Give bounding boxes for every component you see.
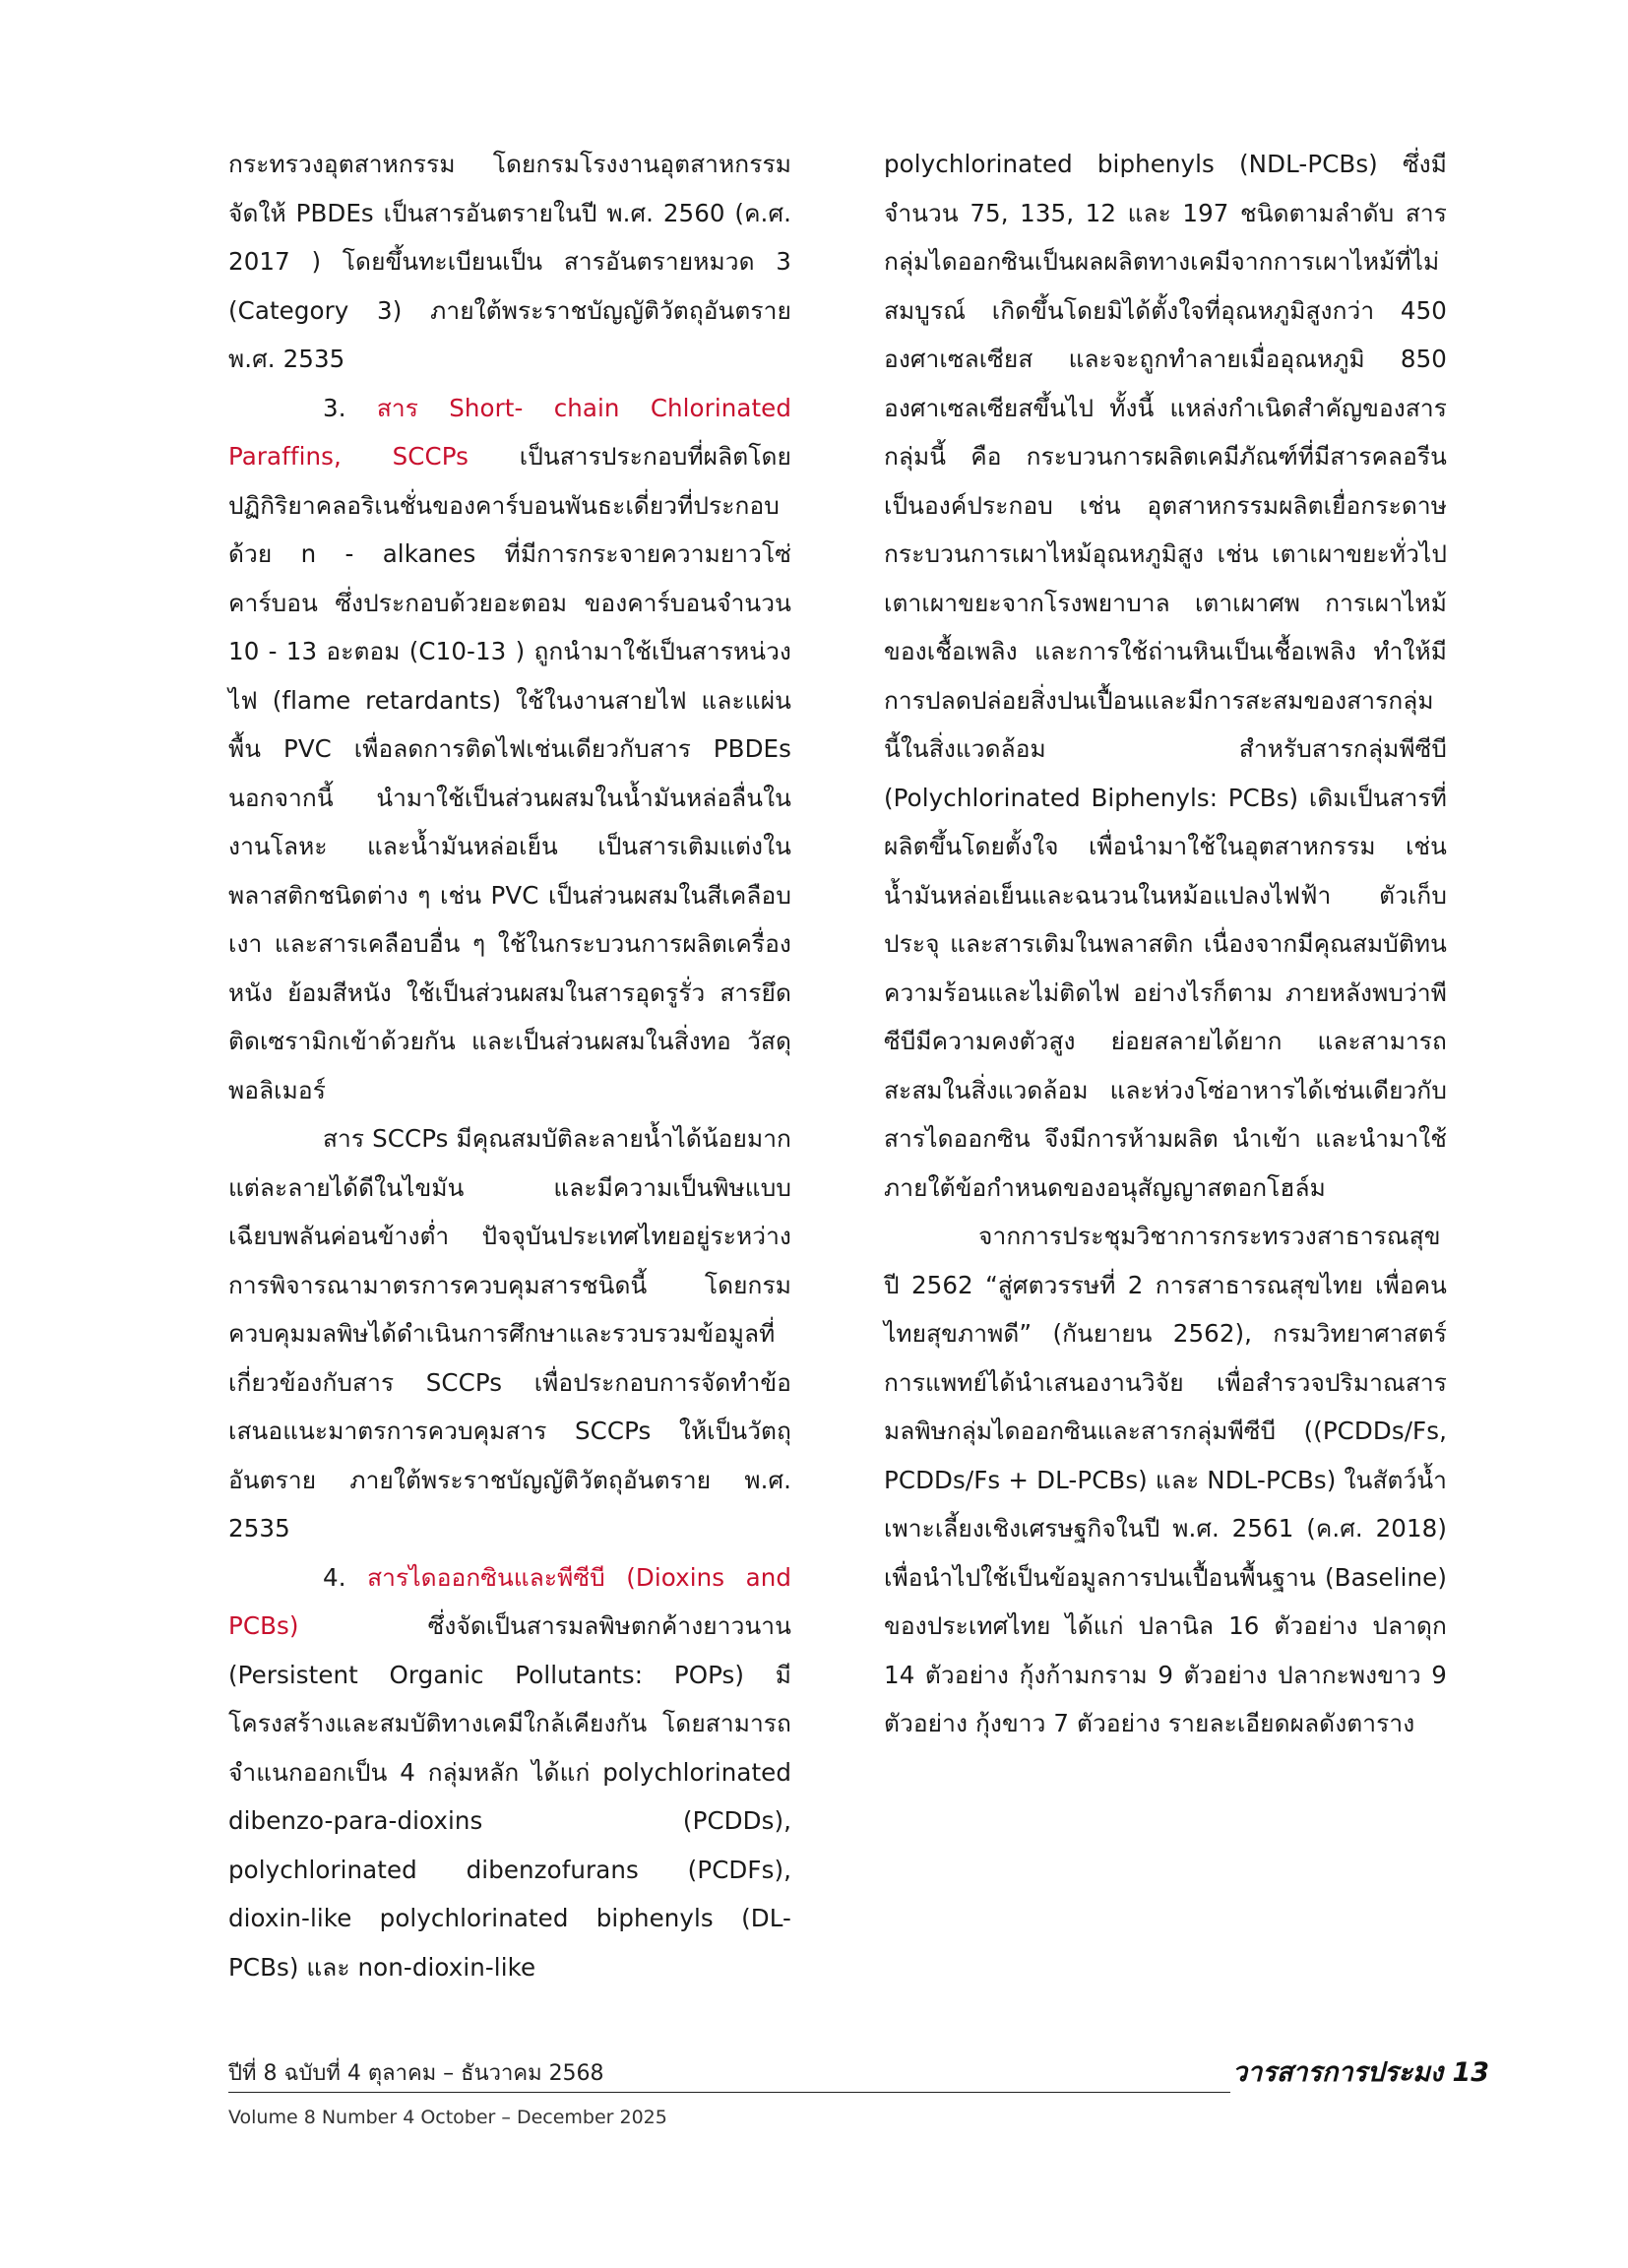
paragraph-dioxins bbox=[228, 1553, 791, 1992]
section-number-4: 4. bbox=[323, 1562, 346, 1592]
section-number-3: 3. bbox=[323, 393, 346, 422]
sccps-body: เป็นสารประกอบที่ผลิตโดยปฏิกิริยาคลอริเนชั่นของคาร์บอนพันธะเดี่ยวที่ประกอบด้วย n - alkanes ที่มีการกระจายความยาวโซ่คาร์บอน ซึ่งประกอบด้วยอะตอม ของคาร์บอนจำนวน 10 - 13 อะตอม (C10-13 ) ถูกนำมาใช้เป็นสารหน่วงไฟ (flame retardants) ใช้ในงานสายไฟ และแผ่นพื้น PVC เพื่อลดการติดไฟเช่นเดียวกับสาร PBDEs นอกจากนี้ นำมาใช้เป็นส่วนผสมในน้ำมันหล่อลื่นในงานโลหะ และน้ำมันหล่อเย็น เป็นสารเติมแต่งในพลาสติกชนิดต่าง ๆ เช่น PVC เป็นส่วนผสมในสีเคลือบเงา และสารเคลือบอื่น ๆ ใช้ในกระบวนการผลิตเครื่องหนัง ย้อมสีหนัง ใช้เป็นส่วนผสมในสารอุดรูรั่ว สารยึดติดเซรามิกเข้าด้วยกัน และเป็นส่วนผสมในสิ่งทอ วัสดุพอลิเมอร์ bbox=[228, 442, 791, 1104]
footer-journal-page: วารสารการประมง 13 bbox=[1232, 2057, 1490, 2088]
right-column bbox=[884, 140, 1447, 1748]
section-heading-sccps: สาร Short- chain Chlorinated Paraffins, SCCPs bbox=[228, 393, 791, 471]
section-heading-dioxins: สารไดออกซินและพีซีบี (Dioxins and PCBs) bbox=[228, 1562, 792, 1640]
left-column bbox=[228, 140, 791, 1991]
footer-issue-english: Volume 8 Number 4 October – December 2025 bbox=[228, 2107, 667, 2128]
paragraph-pbdes-regulation: กระทรวงอุตสาหกรรม โดยกรมโรงงานอุตสาหกรรม จัดให้ PBDEs เป็นสารอันตรายในปี พ.ศ. 2560 (ค.ศ. 2017 ) โดยขึ้นทะเบียนเป็น สารอันตรายหมวด 3 (Category 3) ภายใต้พระราชบัญญัติวัตถุอันตราย พ.ศ. 2535 bbox=[228, 150, 791, 373]
paragraph-sccps-properties: สาร SCCPs มีคุณสมบัติละลายน้ำได้น้อยมาก แต่ละลายได้ดีในไขมัน และมีความเป็นพิษแบบเฉียบพลันค่อนข้างต่ำ ปัจจุบันประเทศไทยอยู่ระหว่างการพิจารณามาตรการควบคุมสารชนิดนี้ โดยกรมควบคุมมลพิษได้ดำเนินการศึกษาและรวบรวมข้อมูลที่เกี่ยวข้องกับสาร SCCPs เพื่อประกอบการจัดทำข้อเสนอแนะมาตรการควบคุมสาร SCCPs ให้เป็นวัตถุอันตราย ภายใต้พระราชบัญญัติวัตถุอันตราย พ.ศ. 2535 bbox=[228, 1124, 791, 1543]
dioxins-body: ซึ่งจัดเป็นสารมลพิษตกค้างยาวนาน (Persistent Organic Pollutants: POPs) มีโครงสร้างและสมบัติทางเคมีใกล้เคียงกัน โดยสามารถจำแนกออกเป็น 4 กลุ่มหลัก ได้แก่ polychlorinated dibenzo-para-dioxins (PCDDs), polychlorinated dibenzofurans (PCDFs), dioxin-like polychlorinated biphenyls (DL-PCBs) และ non-dioxin-like bbox=[228, 1611, 791, 1982]
paragraph-dioxin-sources: polychlorinated biphenyls (NDL-PCBs) ซึ่งมีจำนวน 75, 135, 12 และ 197 ชนิดตามลำดับ สารกลุ่มไดออกซินเป็นผลผลิตทางเคมีจากการเผาไหม้ที่ไม่สมบูรณ์ เกิดขึ้นโดยมิได้ตั้งใจที่อุณหภูมิสูงกว่า 450 องศาเซลเซียส และจะถูกทำลายเมื่ออุณหภูมิ 850 องศาเซลเซียสขึ้นไป ทั้งนี้ แหล่งกำเนิดสำคัญของสารกลุ่มนี้ คือ กระบวนการผลิตเคมีภัณฑ์ที่มีสารคลอรีนเป็นองค์ประกอบ เช่น อุตสาหกรรมผลิตเยื่อกระดาษ กระบวนการเผาไหม้อุณหภูมิสูง เช่น เตาเผาขยะทั่วไป เตาเผาขยะจากโรงพยาบาล เตาเผาศพ การเผาไหม้ของเชื้อเพลิง และการใช้ถ่านหินเป็นเชื้อเพลิง ทำให้มีการปลดปล่อยสิ่งปนเปื้อนและมีการสะสมของสารกลุ่มนี้ในสิ่งแวดล้อม สำหรับสารกลุ่มพีซีบี (Polychlorinated Biphenyls: PCBs) เดิมเป็นสารที่ผลิตขึ้นโดยตั้งใจ เพื่อนำมาใช้ในอุตสาหกรรม เช่น น้ำมันหล่อเย็นและฉนวนในหม้อแปลงไฟฟ้า ตัวเก็บประจุ และสารเติมในพลาสติก เนื่องจากมีคุณสมบัติทนความร้อนและไม่ติดไฟ อย่างไรก็ตาม ภายหลังพบว่าพีซีบีมีความคงตัวสูง ย่อยสลายได้ยาก และสามารถสะสมในสิ่งแวดล้อม และห่วงโซ่อาหารได้เช่นเดียวกับสารไดออกซิน จึงมีการห้ามผลิต นำเข้า และนำมาใช้ ภายใต้ข้อกำหนดของอนุสัญญาสตอกโฮล์ม bbox=[884, 150, 1447, 1202]
footer-issue-thai: ปีที่ 8 ฉบับที่ 4 ตุลาคม – ธันวาคม 2568 bbox=[228, 2061, 604, 2086]
paragraph-sccps bbox=[228, 384, 791, 1115]
paragraph-survey: จากการประชุมวิชาการกระทรวงสาธารณสุข ปี 2562 “สู่ศตวรรษที่ 2 การสาธารณสุขไทย เพื่อคนไทยสุขภาพดี” (กันยายน 2562), กรมวิทยาศาสตร์การแพทย์ได้นำเสนองานวิจัย เพื่อสำรวจปริมาณสารมลพิษกลุ่มไดออกซินและสารกลุ่มพีซีบี ((PCDDs/Fs, PCDDs/Fs + DL-PCBs) และ NDL-PCBs) ในสัตว์น้ำเพาะเลี้ยงเชิงเศรษฐกิจในปี พ.ศ. 2561 (ค.ศ. 2018) เพื่อนำไปใช้เป็นข้อมูลการปนเปื้อนพื้นฐาน (Baseline) ของประเทศไทย ได้แก่ ปลานิล 16 ตัวอย่าง ปลาดุก 14 ตัวอย่าง กุ้งก้ามกราม 9 ตัวอย่าง ปลากะพงขาว 9 ตัวอย่าง กุ้งขาว 7 ตัวอย่าง รายละเอียดผลดังตาราง bbox=[884, 1222, 1447, 1737]
footer-divider bbox=[228, 2092, 1230, 2093]
